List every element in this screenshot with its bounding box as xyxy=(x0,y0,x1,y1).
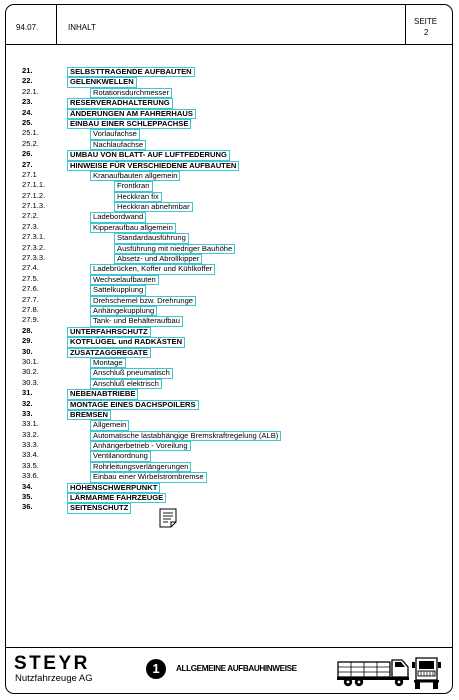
toc-number: 33.3. xyxy=(22,440,39,450)
header-title: INHALT xyxy=(68,23,96,32)
toc-number: 27.7. xyxy=(22,294,39,304)
toc-number: 27.2. xyxy=(22,211,39,221)
toc-title[interactable]: Anschluß elektrisch xyxy=(90,379,162,389)
toc-title[interactable]: RESERVERADHALTERUNG xyxy=(67,98,173,108)
toc-title[interactable]: LÄRMARME FAHRZEUGE xyxy=(67,493,166,503)
toc-number: 36. xyxy=(22,502,33,512)
header-separator xyxy=(405,4,406,44)
toc-number: 31. xyxy=(22,388,33,398)
toc-title[interactable]: SELBSTTRAGENDE AUFBAUTEN xyxy=(67,67,195,77)
toc-title[interactable]: Allgemein xyxy=(90,420,129,430)
toc-title[interactable]: Frontkran xyxy=(114,181,153,191)
section-title: ALLGEMEINE AUFBAUHINWEISE xyxy=(176,664,297,673)
toc-title[interactable]: Kranaufbauten allgemein xyxy=(90,171,180,181)
section-number: 1 xyxy=(146,659,166,679)
toc-title[interactable]: HÖHENSCHWERPUNKT xyxy=(67,483,160,493)
toc-title[interactable]: Drehschemel bzw. Drehrunge xyxy=(90,296,196,306)
toc-title[interactable]: Ventilanordnung xyxy=(90,451,151,461)
toc-title[interactable]: Montage xyxy=(90,358,126,368)
toc-title[interactable]: Anhängerbetrieb - Voreilung xyxy=(90,441,191,451)
toc-number: 24. xyxy=(22,107,33,117)
toc-title[interactable]: ZUSATZAGGREGATE xyxy=(67,348,151,358)
toc-number: 27.5. xyxy=(22,273,39,283)
toc-title[interactable]: KOTFLÜGEL und RADKÄSTEN xyxy=(67,337,185,347)
toc-number: 30.1. xyxy=(22,356,39,366)
toc-title[interactable]: Anschluß pneumatisch xyxy=(90,368,173,378)
toc-title[interactable]: Vorlaufachse xyxy=(90,129,140,139)
toc-title[interactable]: Rohrleitungsverlängerungen xyxy=(90,462,191,472)
toc-number: 27.1.2. xyxy=(22,190,46,200)
toc-number: 23. xyxy=(22,97,33,107)
toc-title[interactable]: BREMSEN xyxy=(67,410,111,420)
toc-title[interactable]: NEBENABTRIEBE xyxy=(67,389,138,399)
document-icon xyxy=(159,508,177,528)
toc-title[interactable]: HINWEISE FÜR VERSCHIEDENE AUFBAUTEN xyxy=(67,161,239,171)
toc-number: 28. xyxy=(22,325,33,335)
toc-title[interactable]: SEITENSCHUTZ xyxy=(67,503,131,513)
toc-title[interactable]: ÄNDERUNGEN AM FAHRERHAUS xyxy=(67,109,196,119)
toc-number: 33.1. xyxy=(22,419,39,429)
toc-title[interactable]: Einbau einer Wirbelstrombremse xyxy=(90,472,207,482)
toc-number: 35. xyxy=(22,492,33,502)
toc-title[interactable]: EINBAU EINER SCHLEPPACHSE xyxy=(67,119,191,129)
toc-number: 26. xyxy=(22,149,33,159)
toc-number: 30.3. xyxy=(22,377,39,387)
toc-title[interactable]: Sattelkupplung xyxy=(90,285,146,295)
toc-number: 30.2. xyxy=(22,367,39,377)
toc-title[interactable]: Wechselaufbauten xyxy=(90,275,159,285)
toc-number: 34. xyxy=(22,481,33,491)
company-name: Nutzfahrzeuge AG xyxy=(15,673,93,684)
toc-title[interactable]: MONTAGE EINES DACHSPOILERS xyxy=(67,400,199,410)
toc-title[interactable]: UNTERFAHRSCHUTZ xyxy=(67,327,151,337)
toc-number: 22. xyxy=(22,76,33,86)
toc-title[interactable]: Heckkran abnehmbar xyxy=(114,202,193,212)
toc-number: 33.5. xyxy=(22,460,39,470)
toc-title[interactable]: Ladebordwand xyxy=(90,212,146,222)
toc-title[interactable]: Kipperaufbau allgemein xyxy=(90,223,176,233)
header-divider xyxy=(5,44,453,45)
header-date: 94.07. xyxy=(16,23,39,32)
toc-number: 33. xyxy=(22,408,33,418)
toc-number: 25.1. xyxy=(22,128,39,138)
toc-number: 27.3.2. xyxy=(22,242,46,252)
toc-number: 30. xyxy=(22,346,33,356)
toc-title[interactable]: Nachlaufachse xyxy=(90,140,146,150)
truck-icon xyxy=(336,650,446,690)
toc-number: 33.6. xyxy=(22,471,39,481)
header-separator xyxy=(56,4,57,44)
footer-divider xyxy=(5,647,453,648)
toc-title[interactable]: Heckkran fix xyxy=(114,192,162,202)
page-number: 2 xyxy=(424,28,429,37)
toc-number: 27.3.3. xyxy=(22,253,46,263)
toc-title[interactable]: Ausführung mit niedriger Bauhöhe xyxy=(114,244,235,254)
toc-title[interactable]: Automatische lastabhängige Bremskraftregelung (ALB) xyxy=(90,431,281,441)
toc-number: 21. xyxy=(22,66,33,75)
toc-number: 29. xyxy=(22,336,33,346)
toc-title[interactable]: Anhängekupplung xyxy=(90,306,157,316)
page-label: SEITE xyxy=(414,17,438,26)
toc-number: 27.4. xyxy=(22,263,39,273)
toc-title[interactable]: Standardausführung xyxy=(114,233,189,243)
toc-number: 33.2. xyxy=(22,429,39,439)
toc-number: 25.2. xyxy=(22,138,39,148)
toc-title[interactable]: Rotationsdurchmesser xyxy=(90,88,172,98)
toc-number: 27.8. xyxy=(22,304,39,314)
toc-title[interactable]: Absetz- und Abrollkipper xyxy=(114,254,202,264)
toc-number: 27.6. xyxy=(22,284,39,294)
toc-number: 27.3. xyxy=(22,221,39,231)
toc-title[interactable]: Ladebrücken, Koffer und Kühlkoffer xyxy=(90,264,215,274)
toc-title[interactable]: GELENKWELLEN xyxy=(67,77,137,87)
toc-number: 25. xyxy=(22,117,33,127)
toc-number: 27.1 xyxy=(22,169,37,179)
toc-title[interactable]: Tank- und Behälteraufbau xyxy=(90,316,183,326)
toc-number: 33.4. xyxy=(22,450,39,460)
toc-title[interactable]: UMBAU VON BLATT- AUF LUFTFEDERUNG xyxy=(67,150,230,160)
toc-number: 27.3.1. xyxy=(22,232,46,242)
toc-number: 27.1.1. xyxy=(22,180,46,190)
toc-number: 27. xyxy=(22,159,33,169)
toc-number: 32. xyxy=(22,398,33,408)
toc-number: 27.9. xyxy=(22,315,39,325)
brand-logo: STEYR xyxy=(14,653,90,674)
toc-number: 27.1.3. xyxy=(22,201,46,211)
toc-number: 22.1. xyxy=(22,86,39,96)
